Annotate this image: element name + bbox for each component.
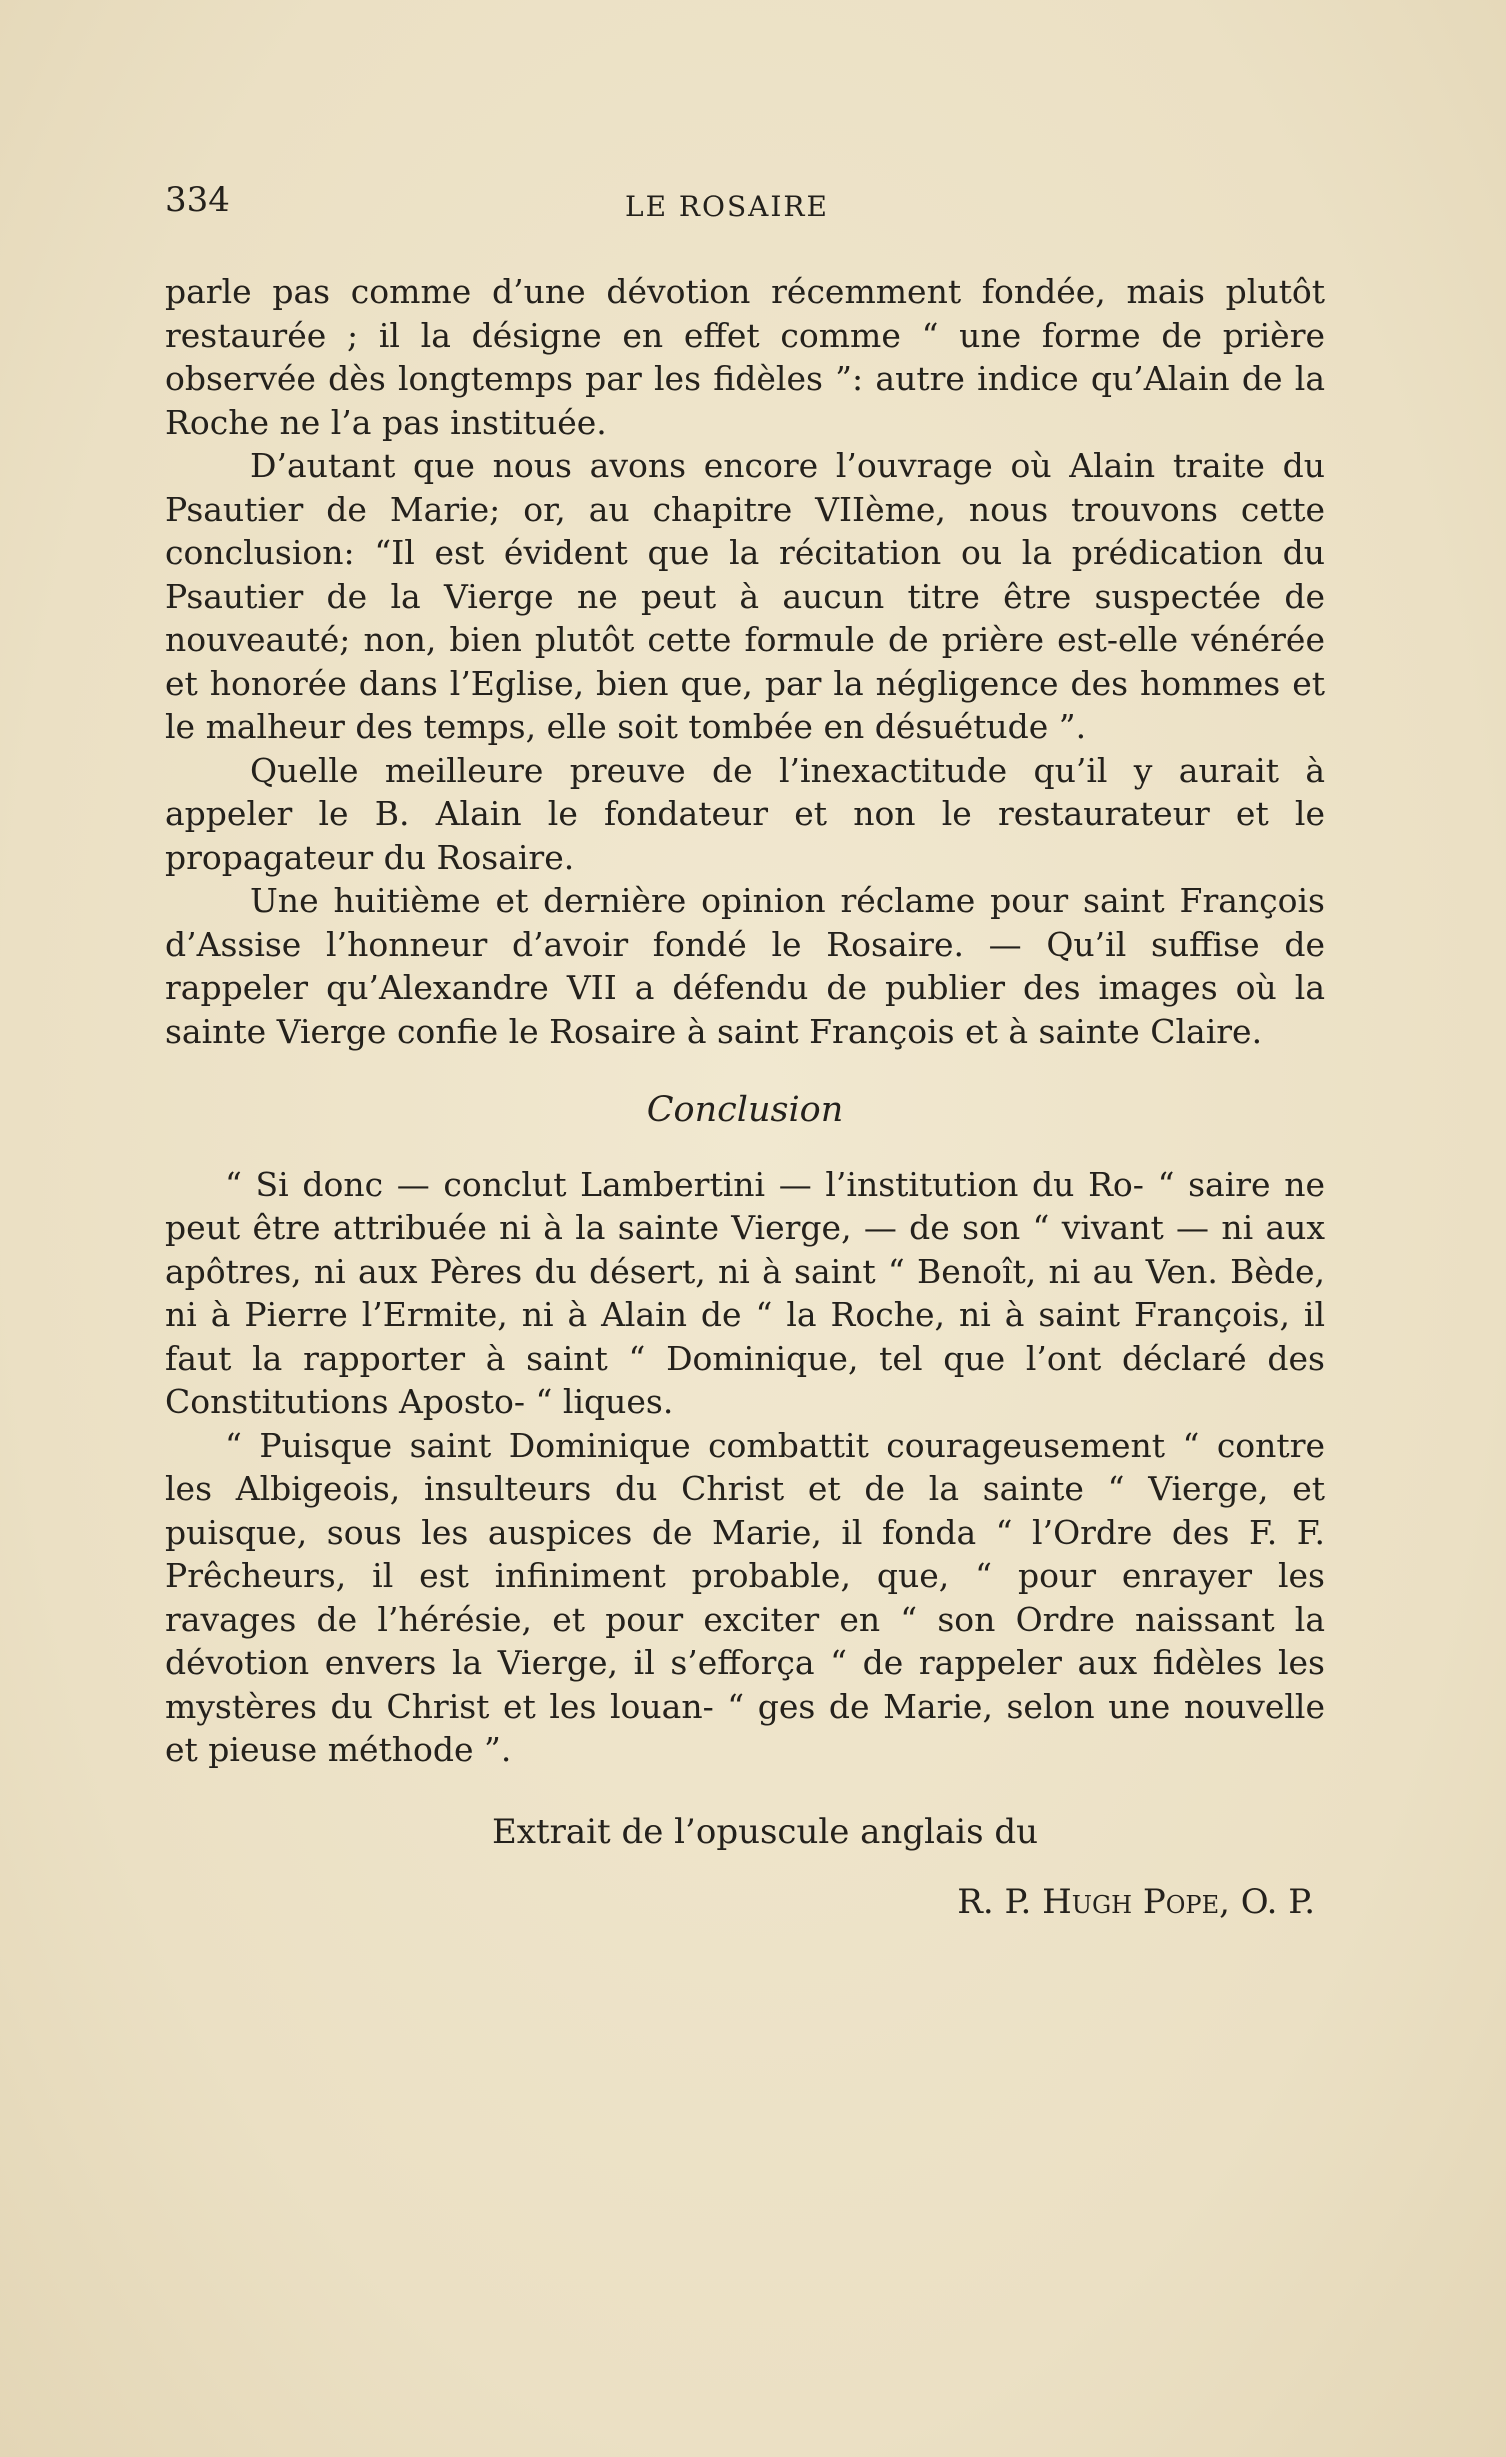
lambertini-quote bbox=[165, 1163, 1325, 1772]
running-head bbox=[165, 168, 1315, 228]
body-text bbox=[165, 270, 1325, 1942]
section-heading: Conclusion bbox=[646, 1090, 844, 1130]
signature-block bbox=[165, 1802, 1325, 1942]
page-number: 334 bbox=[165, 180, 230, 220]
paragraph-huitieme-opinion: Une huitième et dernière opinion réclame pour saint François d’Assise l’honneur d’avoir fondé le Rosaire. — Qu’il suffise de rappeler qu’Alexandre VII a défendu de publier des images où la sainte Vierge confie le Rosaire à saint François et à sainte Claire. bbox=[165, 881, 1325, 1051]
running-title: LE ROSAIRE bbox=[625, 190, 829, 223]
quote-paragraph-2: “ Puisque saint Dominique combattit courageusement “ contre les Albigeois, insulteurs du Christ et de la sainte “ Vierge, et puisque, sous les auspices de Marie, il fonda “ l’Ordre des F. F. Prêcheurs, il est infiniment probable, que, “ pour enrayer les ravages de l’hérésie, et pour exciter en “ son Ordre naissant la dévotion envers la Vierge, il s’efforça “ de rappeler aux fidèles les mystères du Christ et les louan- “ ges de Marie, selon une nouvelle et pieuse méthode ”. bbox=[165, 1425, 1325, 1769]
author-line: R. P. Hugh Pope, O. P. bbox=[957, 1881, 1315, 1922]
paragraph-meilleure-preuve: Quelle meilleure preuve de l’inexactitude qu’il y aurait à appeler le B. Alain le fondateur et non le restaurateur et le propagateur du Rosaire. bbox=[165, 750, 1325, 877]
paragraph-continuation: parle pas comme d’une dévotion récemment fondée, mais plutôt restaurée ; il la désigne en effet comme “ une forme de prière observée dès longtemps par les fidèles ”: autre indice qu’Alain de la Roche ne l’a pas instituée. bbox=[165, 272, 1325, 442]
quote-paragraph-1: “ Si donc — conclut Lambertini — l’institution du Ro- “ saire ne peut être attribuée ni à la sainte Vierge, — de son “ vivant — ni aux apôtres, ni aux Pères du désert, ni à saint “ Benoît, ni au Ven. Bède, ni à Pierre l’Ermite, ni à Alain de “ la Roche, ni à saint François, il faut la rapporter à saint “ Dominique, tel que l’ont déclaré des Constitutions Aposto- “ liques. bbox=[165, 1164, 1325, 1421]
paragraph-alain-psautier: D’autant que nous avons encore l’ouvrage où Alain traite du Psautier de Marie; or, au chapitre VIIème, nous trouvons cette conclusion: “Il est évident que la récitation ou la prédication du Psautier de la Vierge ne peut à aucun titre être suspectée de nouveauté; non, bien plutôt cette formule de prière est-elle vénérée et honorée dans l’Eglise, bien que, par la négligence des hommes et le malheur des temps, elle soit tombée en désuétude ”. bbox=[165, 446, 1325, 746]
source-line: Extrait de l’opuscule anglais du bbox=[491, 1811, 1039, 1852]
